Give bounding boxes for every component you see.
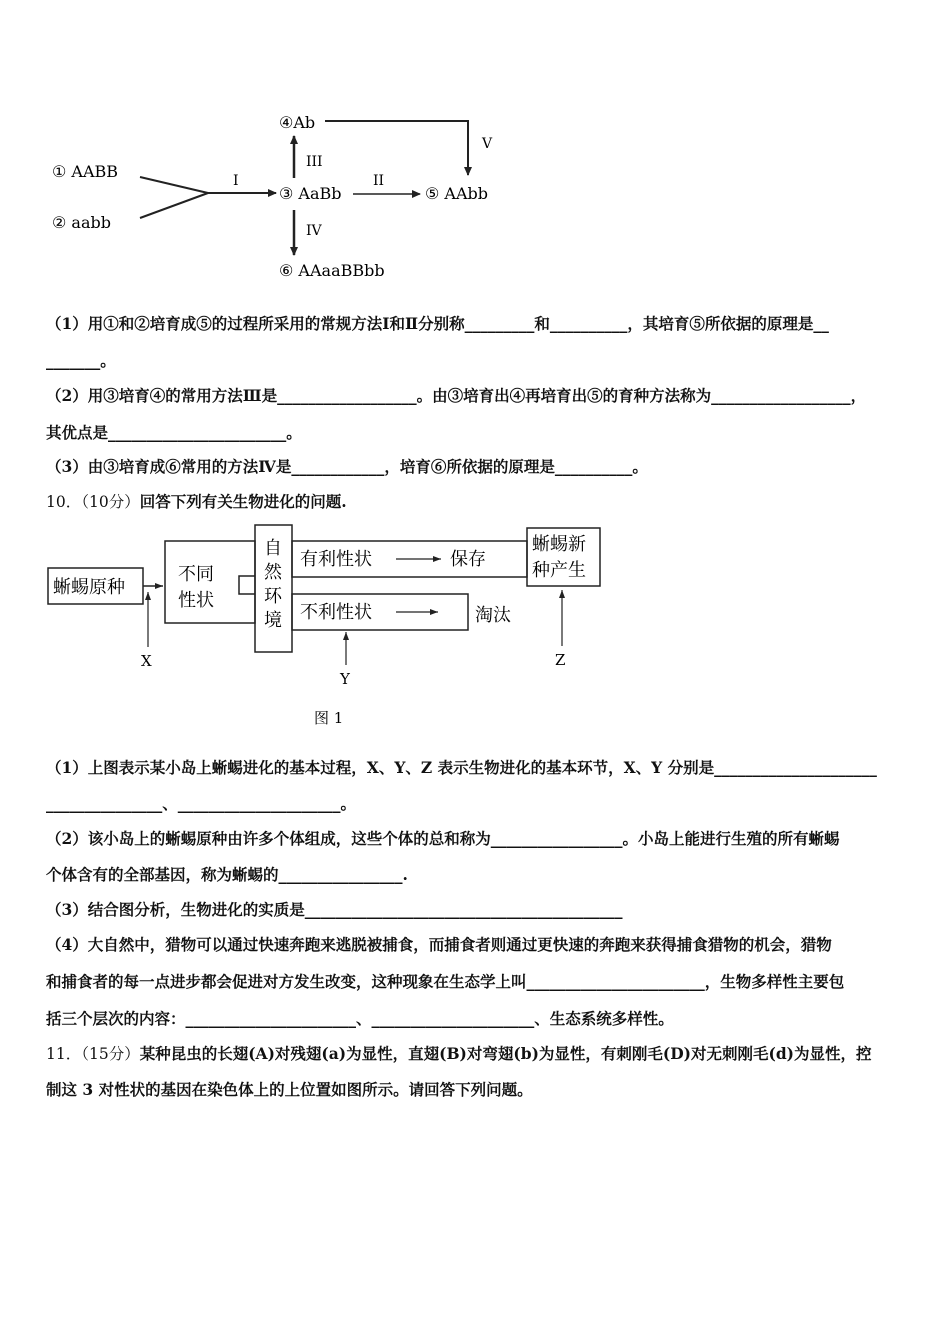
breeding-diagram bbox=[40, 100, 540, 290]
traits-label-1: 不同 bbox=[178, 564, 214, 585]
q10-line-7: 和捕食者的每一点进步都会促进对方发生改变，这种现象在生态学上叫_______________________，生物多样性主要包 bbox=[46, 972, 845, 991]
q9-line-5: （3）由③培育成⑥常用的方法Ⅳ是____________，培育⑥所依据的原理是__________。 bbox=[46, 457, 648, 476]
q10-line-3: （2）该小岛上的蜥蜴原种由许多个体组成，这些个体的总和称为_________________。小岛上能进行生殖的所有蜥蜴 bbox=[46, 829, 840, 848]
ancestor-label: 蜥蜴原种 bbox=[53, 577, 125, 598]
converge-line-lower bbox=[140, 193, 208, 218]
q11-number: 11． bbox=[46, 1045, 82, 1063]
new-species-label-2: 种产生 bbox=[532, 560, 586, 581]
label-z: Z bbox=[555, 651, 566, 669]
figure-caption: 图 1 bbox=[314, 709, 344, 727]
q10-line-8: 括三个层次的内容：______________________、_____________________、生态系统多样性。 bbox=[46, 1009, 674, 1028]
eliminate-label: 淘汰 bbox=[475, 605, 511, 626]
label-x: X bbox=[141, 652, 152, 670]
q9-line-3: （2）用③培育④的常用方法Ⅲ是__________________。由③培育出④再培育出⑤的育种方法称为__________________， bbox=[46, 386, 867, 405]
q10-title: 回答下列有关生物进化的问题. bbox=[139, 492, 347, 511]
env-char-2: 然 bbox=[264, 562, 282, 583]
q10-score: （10分） bbox=[81, 493, 140, 511]
favorable-label: 有利性状 bbox=[300, 549, 372, 570]
method-iv-label: IV bbox=[306, 223, 322, 239]
evolution-diagram bbox=[44, 522, 624, 732]
traits-label-2: 性状 bbox=[178, 590, 214, 611]
new-species-label-1: 蜥蜴新 bbox=[532, 534, 586, 555]
arrow-v bbox=[325, 121, 468, 175]
genotype-6: ⑥ AAaaBBbb bbox=[279, 261, 385, 280]
env-char-4: 境 bbox=[264, 610, 282, 631]
q10-line-4: 个体含有的全部基因，称为蜥蜴的________________. bbox=[46, 865, 408, 884]
keep-label: 保存 bbox=[450, 549, 486, 570]
q11-line-1 bbox=[46, 1042, 872, 1064]
q10-line-2: _______________、_____________________。 bbox=[46, 794, 357, 813]
q9-line-1: （1）用①和②培育成⑤的过程所采用的常规方法Ⅰ和Ⅱ分别称_________和__________，其培育⑤所依据的原理是__ bbox=[46, 314, 829, 333]
method-iii-label: III bbox=[306, 154, 323, 170]
q10-line-1: （1）上图表示某小岛上蜥蜴进化的基本过程，X、Y、Z 表示生物进化的基本环节，X、Y 分别是_____________________ bbox=[46, 758, 877, 777]
converge-line-upper bbox=[140, 177, 208, 193]
q10-header bbox=[46, 490, 347, 512]
genotype-4: ④Ab bbox=[279, 113, 316, 132]
env-char-3: 环 bbox=[264, 586, 282, 607]
genotype-5: ⑤ AAbb bbox=[425, 184, 489, 203]
label-y: Y bbox=[340, 670, 350, 688]
q11-line-2: 制这 3 对性状的基因在染色体上的上位置如图所示。请回答下列问题。 bbox=[46, 1080, 533, 1099]
genotype-2: ② aabb bbox=[52, 213, 111, 232]
method-ii-label: II bbox=[373, 173, 385, 189]
q11-text-1: 某种昆虫的长翅(A)对残翅(a)为显性，直翅(B)对弯翅(b)为显性，有刺刚毛(D)对无刺刚毛(d)为显性，控 bbox=[139, 1044, 872, 1063]
method-v-label: V bbox=[482, 136, 493, 152]
q10-line-5: （3）结合图分析，生物进化的实质是_________________________________________ bbox=[46, 900, 623, 919]
q9-line-2: _______。 bbox=[46, 351, 116, 370]
genotype-3: ③ AaBb bbox=[279, 184, 342, 203]
q11-score: （15分） bbox=[81, 1045, 140, 1063]
traits-bracket bbox=[239, 576, 255, 594]
method-i-label: I bbox=[233, 173, 239, 189]
unfavorable-label: 不利性状 bbox=[300, 602, 372, 623]
genotype-1: ① AABB bbox=[52, 162, 119, 181]
q9-line-4: 其优点是_______________________。 bbox=[46, 423, 302, 442]
q10-line-6: （4）大自然中，猎物可以通过快速奔跑来逃脱被捕食，而捕食者则通过更快速的奔跑来获得捕食猎物的机会，猎物 bbox=[46, 935, 832, 954]
q10-number: 10． bbox=[46, 493, 82, 511]
env-char-1: 自 bbox=[264, 538, 282, 559]
